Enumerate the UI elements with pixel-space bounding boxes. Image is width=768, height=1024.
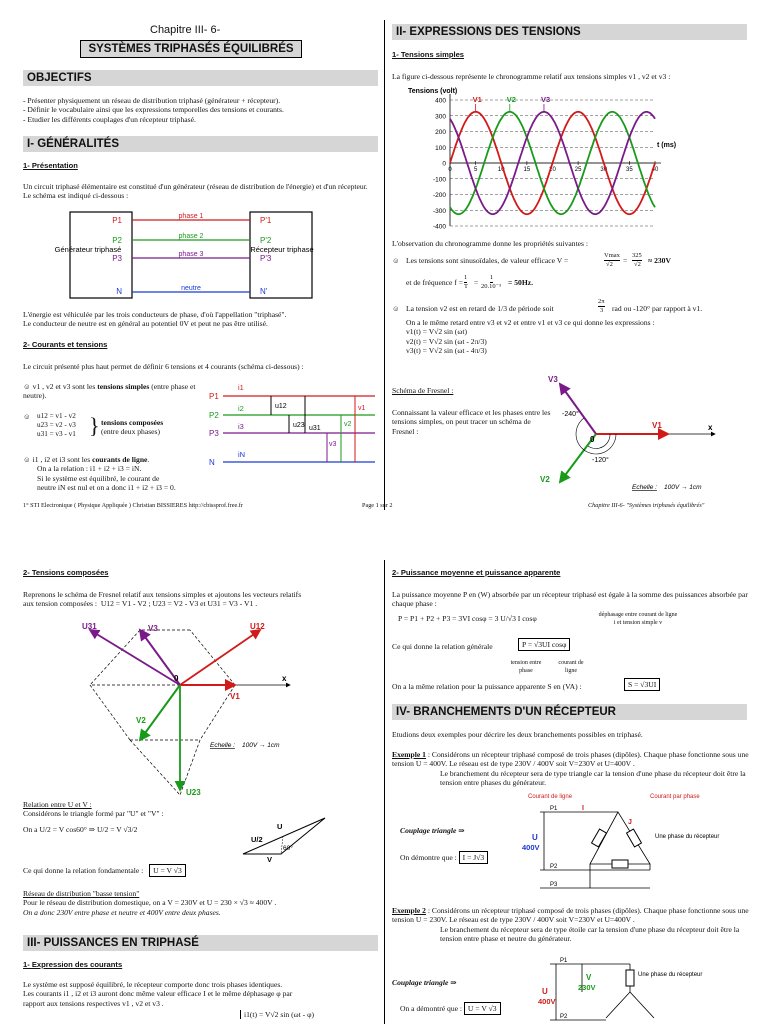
g-o: 0: [174, 674, 179, 683]
e2-p2: P2: [560, 1014, 568, 1020]
d-w2: phase 2: [178, 233, 204, 240]
g-u12: U12: [250, 622, 265, 631]
eq-v3: v3(t) = V√2 sin (ωt - 4π/3): [406, 346, 487, 356]
circuit-diagram: [54, 208, 320, 303]
e1-p1: P1: [550, 806, 558, 812]
ex2-text: Exemple 2 : Considérons un récepteur triphasé composé de trois phases (dipôles). Chaque phase fonctionne sous une tension U = 230V. Le réseau est de type 230V / 400V soit V=230V et U=400V . Le branchement du récepteur sera de type étoile car la tension d'une phase du récepteur doit être la tension entre phase et neutre du générateur.: [392, 906, 749, 944]
couplage1: Couplage triangle ⇒: [400, 826, 465, 835]
x-tick-label: 20: [549, 167, 556, 173]
g-u31: U31: [82, 622, 97, 631]
composees-text: Reprenons le schéma de Fresnel relatif aux tensions simples et ajoutons les vecteurs relatifs aux tension composées : U12 = V1 - V2 ; U23 = V2 - V3 et U31 = V3 - V1 .: [23, 590, 302, 609]
c-in: iN: [238, 450, 246, 459]
list-item: - Présenter physiquement un réseau de distribution triphasé (générateur + récepteur).: [23, 96, 281, 105]
label-courant: courant de ligne: [558, 660, 584, 674]
e1-u: U: [532, 833, 538, 842]
g-v3: V3: [148, 624, 158, 633]
y-tick-label: -400: [432, 223, 446, 231]
y-tick-label: 100: [435, 144, 446, 152]
page-title: SYSTÈMES TRIPHASÉS ÉQUILIBRÉS: [80, 40, 302, 58]
c-i3: i3: [238, 422, 244, 431]
puissance-text: La puissance moyenne P en (W) absorbée par un récepteur triphasé est égale à la somme des puissances absorbée par chaque phase :: [392, 590, 748, 609]
chart-title: Tensions (volt): [408, 88, 458, 95]
label-tension: tension entre phase: [510, 660, 542, 674]
observation-text: L'observation du chronogramme donne les propriétés suivantes :: [392, 239, 589, 248]
e1-v: 400V: [522, 843, 540, 852]
g-ech: Echelle :: [210, 742, 235, 749]
x-tick-label: 5: [473, 167, 478, 173]
relation-box: U = V √3: [149, 864, 186, 877]
fresnel-title: Schéma de Fresnel :: [392, 386, 454, 395]
e1-p3: P3: [550, 882, 558, 888]
reseau-section: Réseau de distribution "basse tension" Pour le réseau de distribution domestique, on a V = 230V et U = 230 × √3 ≈ 400V . On a donc 230V entre phase et neutre et 400V entre deux phases.: [23, 889, 277, 917]
objectifs-list: [23, 96, 378, 124]
eq-u23: u23 = v2 - v3: [37, 421, 76, 429]
voltage-chart: [400, 84, 690, 234]
presentation-title: 1- Présentation: [23, 161, 78, 170]
series-label-v1: V1: [472, 95, 482, 104]
currents-diagram: [205, 378, 380, 470]
d-pp1: P'1: [260, 216, 272, 225]
relation-s: On a la même relation pour la puissance apparente S en (VA) :: [392, 682, 582, 691]
f-o: 0: [590, 435, 595, 444]
courants2-title: 1- Expression des courants: [23, 960, 123, 969]
t-a: 60°: [283, 845, 293, 852]
energy-line-2: Le conducteur de neutre est en général au potentiel 0V et peut ne pas être utilisé.: [23, 319, 268, 329]
y-tick-label: 0: [442, 160, 446, 168]
x-tick-label: 40: [651, 167, 659, 173]
x-tick-label: 30: [600, 167, 608, 173]
d-w3: phase 3: [178, 251, 204, 258]
s-box: S = √3UI: [624, 678, 660, 691]
e1-cp1: Courant par phase: [650, 794, 700, 800]
footer-left: 1° STI Electronique ( Physique Appliquée ) Christian BISSIERES http://cbissprof.free.fr: [23, 502, 243, 509]
series-label-v3: V3: [540, 95, 551, 104]
y-tick-label: 300: [435, 113, 446, 121]
ex2-box: U = V √3: [464, 1002, 501, 1015]
x-tick-label: 25: [574, 167, 582, 173]
objectifs-heading: OBJECTIFS: [23, 70, 378, 86]
d-gen1: Générateur triphasé: [54, 245, 122, 254]
c-n: N: [209, 458, 215, 467]
t-u: U: [277, 822, 283, 831]
composees-sub: (entre deux phases): [101, 427, 161, 437]
d-w4: neutre: [181, 285, 201, 292]
e2-v: V: [586, 973, 592, 982]
eq-v1: v1(t) = V√2 sin (ωt): [406, 327, 467, 337]
presentation-text: Un circuit triphasé élémentaire est constitué d'un générateur (réseau de distribution de l'énergie) et d'un récepteur. Le schéma est indiqué ci-dessous :: [23, 182, 368, 201]
e1-j: J: [628, 819, 632, 826]
relation-fund: Ce qui donne la relation fondamentale : U = V √3: [23, 864, 186, 877]
e2-v230: 230V: [578, 983, 596, 992]
e1-ph: Une phase du récepteur: [655, 834, 720, 840]
courants2-text: Le système est supposé équilibré, le récepteur comporte donc trois phases identiques. Les courants i1 , i2 et i3 auront donc même valeur efficace I et le même déphasage φ par rapport aux tensions respectives v1 , v2 et v3 .: [23, 980, 293, 1008]
c-p3: P3: [209, 429, 219, 438]
g-x: x: [282, 674, 287, 683]
g-sc: 100V → 1cm: [242, 742, 280, 749]
courants-intro: Le circuit présenté plus haut permet de définir 6 tensions et 4 courants (schéma ci-dessous) :: [23, 362, 304, 371]
g-u23: U23: [186, 788, 201, 797]
e1-i: I: [582, 805, 584, 812]
f-v1: V1: [652, 421, 662, 430]
d-w1: phase 1: [178, 213, 204, 220]
d-p2: P2: [112, 236, 122, 245]
composees-label: tensions composées: [101, 418, 164, 427]
g-v1: V1: [230, 692, 240, 701]
branchements-intro: Etudions deux exemples pour décrire les deux branchements possibles en triphasé.: [392, 730, 643, 739]
prop1: ☺ Les tensions sont sinusoïdales, de valeur efficace V = Vmax √2 = 325 √2 ≈ 230V et de fréquence f = 1 T = 1 20.10⁻³ = 50Hz.: [392, 252, 671, 290]
dephasage-note: déphasage entre courant de ligne i et tension simple v: [598, 612, 678, 626]
d-p1: P1: [112, 216, 122, 225]
courants-title: 2- Courants et tensions: [23, 340, 108, 349]
c-i2: i2: [238, 404, 244, 413]
y-tick-label: -100: [432, 176, 446, 184]
f-ech: Echelle :: [632, 484, 657, 491]
p-box: P = √3UI cosφ: [518, 638, 570, 651]
prop2: ☺ La tension v2 est en retard de 1/3 de période soit 2π 3 rad ou -120° par rapport à v1. On a le même retard entre v3 et v2 et entre v1 et v3 ce qui donne les expressions : v1(t) = V√2 sin (ωt) v2(t) = V√2 sin (ωt - 2π/3) v3(t) = V√2 sin (ωt - 4π/3): [392, 298, 752, 356]
eq-u12: u12 = v1 - v2: [37, 412, 76, 420]
c-v2: v2: [344, 421, 352, 428]
e2-p1: P1: [560, 958, 568, 964]
puissance-eq: P = P1 + P2 + P3 = 3VI cosφ = 3 U/√3 I cosφ: [398, 614, 537, 623]
fresnel-composees: [60, 615, 300, 800]
demontre2: On a démontré que : U = V √3: [400, 1002, 501, 1015]
chapter-label: Chapitre III- 6-: [150, 24, 221, 36]
triangle-diagram: [510, 794, 750, 895]
puissances-heading: III- PUISSANCES EN TRIPHASÉ: [23, 935, 378, 951]
t-u2: U/2: [251, 835, 263, 844]
d-p3: P3: [112, 254, 122, 263]
c-u23: u23: [293, 422, 305, 429]
d-n: N: [116, 287, 122, 296]
relation-gen: Ce qui donne la relation générale: [392, 642, 493, 651]
f-a2: -120°: [592, 457, 609, 464]
fresnel-diagram: [530, 370, 730, 495]
branchements-heading: IV- BRANCHEMENTS D'UN RÉCEPTEUR: [392, 704, 747, 720]
y-tick-label: 200: [435, 129, 446, 136]
c-i1: i1: [238, 383, 244, 392]
c-u31: u31: [309, 425, 321, 432]
energy-text: [23, 310, 378, 329]
couplage2: Couplage triangle ⇒: [392, 978, 457, 987]
y-tick-label: 400: [435, 97, 446, 105]
f-x: x: [708, 423, 713, 432]
d-nn: N': [260, 287, 268, 296]
e2-ph: Une phase du récepteur: [638, 972, 703, 978]
e1-p2: P2: [550, 864, 558, 870]
eq-u31: u31 = v3 - v1: [37, 430, 76, 438]
f-v2: V2: [540, 475, 550, 484]
energy-line-1: L'énergie est véhiculée par les trois conducteurs de phase, d'où l'appellation "triphasé".: [23, 310, 287, 319]
footer-mid: Page 1 sur 2: [362, 502, 393, 509]
list-item: - Etudier les différents couplages d'un récepteur triphasé.: [23, 114, 196, 124]
x-tick-label: 0: [448, 167, 452, 173]
x-tick-label: 35: [626, 167, 633, 173]
c-v3: v3: [329, 441, 337, 448]
e2-u: U: [542, 987, 548, 996]
d-pp3: P'3: [260, 254, 272, 263]
composees-title: 2- Tensions composées: [23, 568, 109, 577]
item-simples: ☺ v1 , v2 et v3 sont les tensions simples (entre phase et neutre).: [23, 382, 196, 401]
list-item: - Définir le vocabulaire ainsi que les expressions temporelles des tensions et courants.: [23, 105, 284, 115]
c-p2: P2: [209, 411, 219, 420]
generalites-heading: I- GÉNÉRALITÉS: [23, 136, 378, 152]
x-tick-label: 15: [523, 167, 531, 173]
relation-section: Relation entre U et V : Considérons le triangle formé par "U" et "V" : On a U/2 = V cos60° ⇒ U/2 = V √3/2: [23, 800, 164, 834]
eq-v2: v2(t) = V√2 sin (ωt - 2π/3): [406, 336, 487, 346]
ex1-box: I = J√3: [459, 851, 489, 864]
simples-intro: La figure ci-dessous représente le chronogramme relatif aux tensions simples v1 , v2 et v3 :: [392, 72, 671, 81]
f-sc: 100V → 1cm: [664, 484, 702, 491]
footer-right: Chapitre III-6- "Systèmes triphasés équilibrés": [588, 502, 705, 509]
d-rec1: Récepteur triphasé: [250, 245, 314, 254]
ex1-text: Exemple 1 : Considérons un récepteur triphasé composé de trois phases (dipôles). Chaque phase fonctionne sous une tension U = 400V. Le réseau est de type 230V / 400V soit V=230V et U=400V . Le branchement du récepteur sera de type triangle car la tension d'une phase du récepteur doit être la tension entre phases du générateur.: [392, 750, 749, 788]
c-u12: u12: [275, 403, 287, 410]
y-tick-label: -300: [432, 207, 446, 215]
f-a1: -240°: [562, 411, 579, 418]
c-p1: P1: [209, 392, 219, 401]
expressions-heading: II- EXPRESSIONS DES TENSIONS: [392, 24, 747, 40]
t-v: V: [267, 855, 273, 864]
item-courants: ☺ i1 , i2 et i3 sont les courants de ligne. On a la relation : i1 + i2 + i3 = iN. Si le système est équilibré, le courant de neutre iN est nul et on a donc i1 + i2 + i3 = 0.: [23, 455, 176, 493]
y-tick-label: -200: [432, 192, 446, 199]
d-pp2: P'2: [260, 236, 272, 245]
x-axis-label: t (ms): [657, 142, 677, 149]
e1-cl1: Courant de ligne: [528, 794, 573, 800]
x-tick-label: 10: [497, 167, 505, 173]
triangle-uv: [235, 812, 335, 864]
star-diagram: [530, 958, 730, 1024]
f-v3: V3: [548, 375, 558, 384]
series-label-v2: V2: [506, 95, 516, 104]
demontre1: On démontre que : I = J√3: [400, 851, 488, 864]
g-v2: V2: [136, 716, 146, 725]
fresnel-text: Connaissant la valeur efficace et les phases entre les tensions simples, on peut tracer un schéma de Fresnel :: [392, 408, 551, 436]
e2-v400: 400V: [538, 997, 556, 1006]
puissance-title: 2- Puissance moyenne et puissance apparente: [392, 568, 561, 577]
c-v1: v1: [358, 405, 366, 412]
simples-title: 1- Tensions simples: [392, 50, 465, 59]
i1-equation: i1(t) = V√2 sin (ωt - φ): [240, 1010, 314, 1019]
